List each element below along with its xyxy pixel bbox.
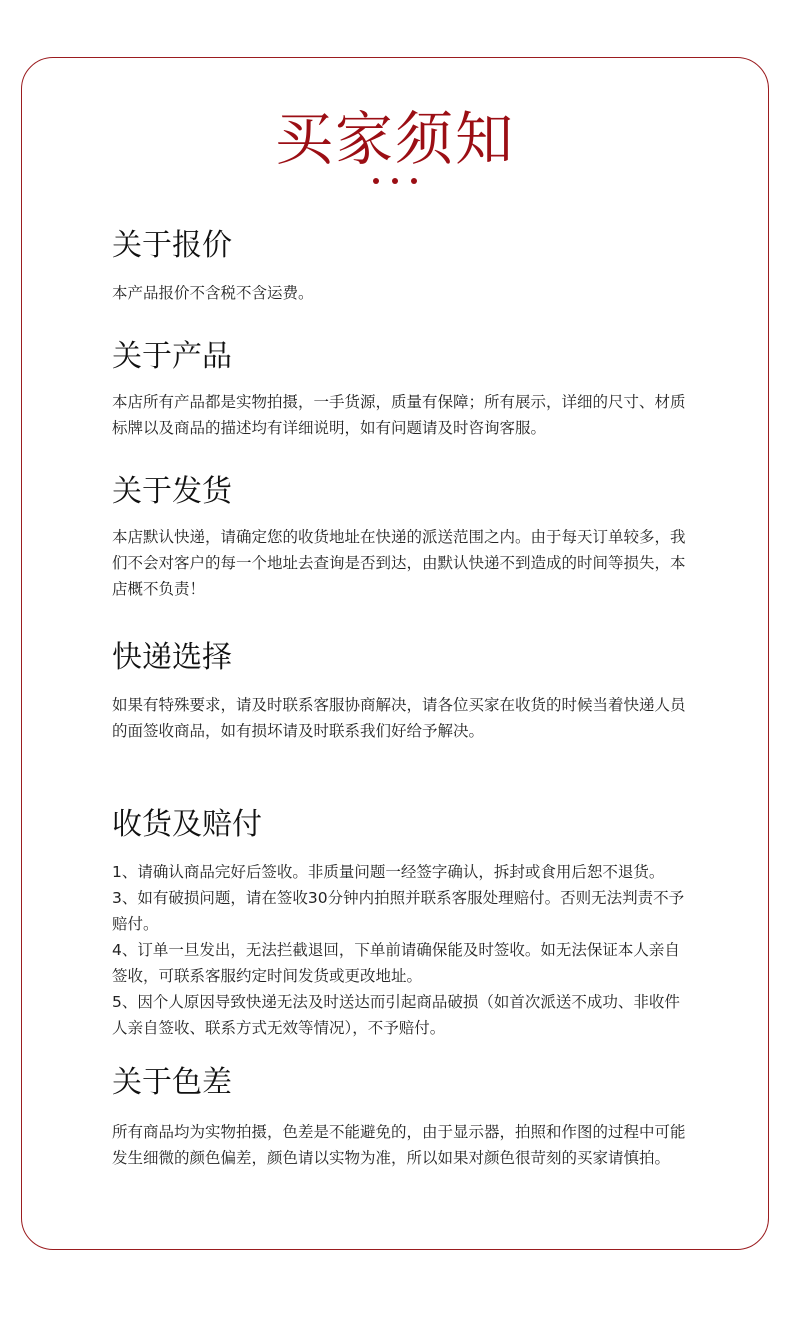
section-color-difference: [112, 1063, 692, 1171]
section-heading: 关于产品: [112, 339, 232, 374]
page-title: 买家须知: [274, 105, 515, 173]
list-item: 5、因个人原因导致快递无法及时送达而引起商品破损（如首次派送不成功、非收件人亲自签收、联系方式无效等情况），不予赔付。: [112, 993, 680, 1037]
list-item: 4、订单一旦发出，无法拦截退回，下单前请确保能及时签收。如无法保证本人亲自签收，可联系客服约定时间发货或更改地址。: [112, 941, 680, 985]
dot-icon: [392, 178, 398, 184]
list-item: 1、请确认商品完好后签收。非质量问题一经签字确认，拆封或食用后恕不退货。: [112, 863, 665, 881]
section-pricing: [112, 226, 692, 306]
section-body: 本店默认快递，请确定您的收货地址在快递的派送范围之内。由于每天订单较多，我们不会对客户的每一个地址去查询是否到达，由默认快递不到造成的时间等损失，本店概不负责！: [112, 528, 686, 598]
section-heading: 关于报价: [112, 228, 232, 263]
section-heading: 快递选择: [112, 640, 232, 675]
list-item: 3、如有破损问题，请在签收30分钟内拍照并联系客服处理赔付。否则无法判责不予赔付。: [112, 889, 685, 933]
section-shipping: [112, 472, 692, 602]
section-receipt-compensation: [112, 805, 692, 1041]
section-products: [112, 337, 692, 441]
compensation-list: [112, 859, 692, 1041]
section-heading: 关于发货: [112, 474, 232, 509]
section-heading: 收货及赔付: [112, 807, 262, 842]
title-decoration-dots: [373, 178, 417, 186]
section-body: 如果有特殊要求，请及时联系客服协商解决，请各位买家在收货的时候当着快递人员的面签收商品，如有损坏请及时联系我们好给予解决。: [112, 696, 686, 740]
section-courier: [112, 638, 692, 744]
dot-icon: [411, 178, 417, 184]
dot-icon: [373, 178, 379, 184]
section-body: 本产品报价不含税不含运费。: [112, 284, 314, 302]
section-body: 所有商品均为实物拍摄，色差是不能避免的，由于显示器，拍照和作图的过程中可能发生细微的颜色偏差，颜色请以实物为准，所以如果对颜色很苛刻的买家请慎拍。: [112, 1123, 686, 1167]
section-heading: 关于色差: [112, 1065, 232, 1100]
section-body: 本店所有产品都是实物拍摄，一手货源，质量有保障；所有展示，详细的尺寸、材质标牌以及商品的描述均有详细说明，如有问题请及时咨询客服。: [112, 393, 686, 437]
